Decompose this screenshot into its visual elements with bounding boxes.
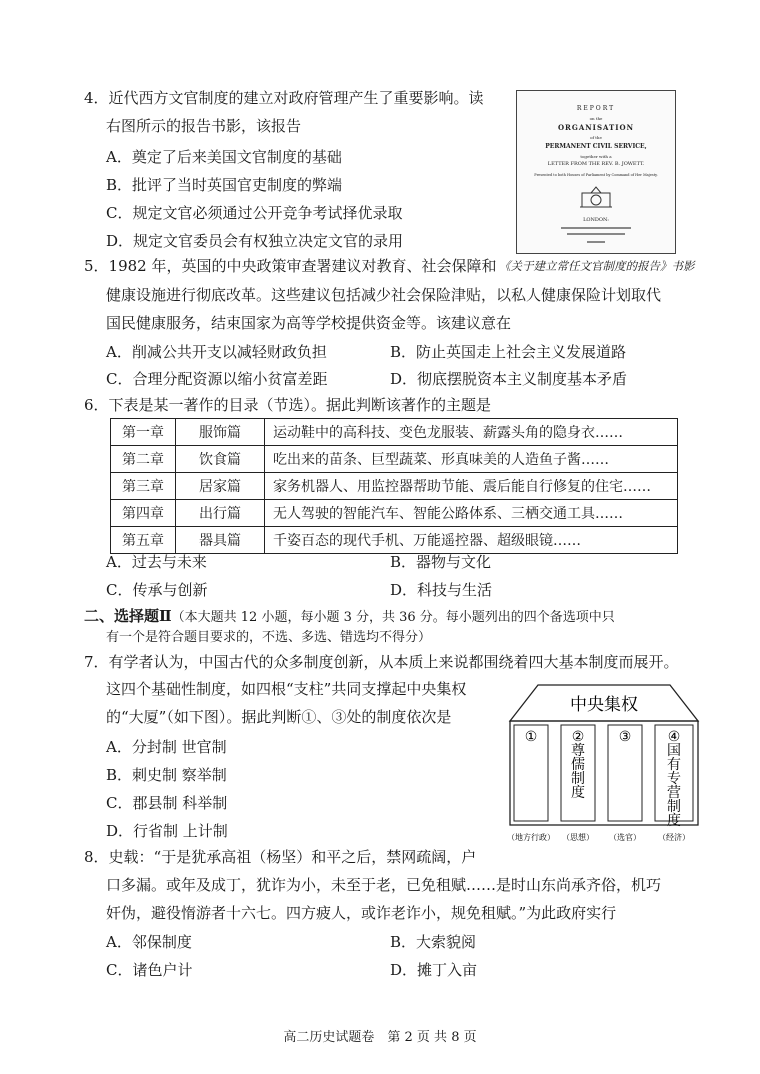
chapter-content: 家务机器人、用监控器帮助节能、震后能自行修复的住宅…… bbox=[265, 473, 678, 500]
q7-stem-line3: 的“大厦”（如下图）。据此判断①、③处的制度依次是 bbox=[106, 708, 452, 726]
q4-option-d[interactable]: D．规定文官委员会有权独立决定文官的录用 bbox=[106, 232, 404, 250]
q8-option-c[interactable]: C．诸色户计 bbox=[106, 961, 193, 979]
chapter-title: 器具篇 bbox=[176, 527, 265, 554]
q4-option-a[interactable]: A．奠定了后来美国文官制度的基础 bbox=[106, 148, 342, 166]
q5-option-b[interactable]: B．防止英国走上社会主义发展道路 bbox=[390, 343, 627, 361]
q8-option-d[interactable]: D．摊丁入亩 bbox=[390, 961, 478, 979]
report-imprint-line bbox=[561, 227, 631, 229]
pillar-label: 尊 bbox=[571, 743, 585, 759]
chapter-content: 千姿百态的现代手机、万能遥控器、超级眼镜…… bbox=[265, 527, 678, 554]
q5-stem-line3: 国民健康服务，结束国家为高等学校提供资金等。该建议意在 bbox=[106, 314, 512, 332]
chapter-number: 第五章 bbox=[111, 527, 176, 554]
section2-title: 二、选择题Ⅱ bbox=[84, 607, 172, 625]
chapter-content: 运动鞋中的高科技、变色龙服装、薪露头角的隐身衣…… bbox=[265, 419, 678, 446]
pillar-label: 度 bbox=[571, 785, 585, 801]
q4-option-c[interactable]: C．规定文官必须通过公开竞争考试择优录取 bbox=[106, 204, 403, 222]
q8-stem-line3: 奸伪，避役惰游者十六七。四方疲人，或诈老诈小，规免租赋。”为此政府实行 bbox=[106, 904, 617, 922]
pillar-label: ② bbox=[571, 729, 585, 745]
report-presented: Presented to both Houses of Parliament by Command of Her Majesty. bbox=[534, 173, 658, 177]
chapter-title: 饮食篇 bbox=[176, 446, 265, 473]
report-on-the: on the bbox=[589, 116, 603, 121]
section2-desc-line2: 有一个是符合题目要求的，不选、多选、错选均不得分） bbox=[106, 630, 432, 645]
pillar-label: 制 bbox=[667, 799, 681, 815]
pillar-label: 儒 bbox=[571, 757, 585, 773]
page-footer: 高二历史试题卷 第 2 页 共 8 页 bbox=[283, 1030, 477, 1045]
pillar-label: ③ bbox=[618, 729, 632, 745]
q8-option-b[interactable]: B．大索貌阅 bbox=[390, 933, 477, 951]
q4-stem-line1: 4．近代西方文官制度的建立对政府管理产生了重要影响。读 bbox=[84, 89, 484, 107]
section2-desc-line1: （本大题共 12 小题，每小题 3 分，共 36 分。每小题列出的四个备选项中只 bbox=[171, 610, 615, 625]
chapter-number: 第四章 bbox=[111, 500, 176, 527]
chapter-title: 服饰篇 bbox=[176, 419, 265, 446]
section2-header bbox=[84, 606, 615, 628]
report-organisation: ORGANISATION bbox=[557, 123, 635, 132]
pillar-base-label: （经济） bbox=[658, 833, 690, 842]
report-caption: 《关于建立常任文官制度的报告》书影 bbox=[499, 259, 695, 273]
chapter-number: 第三章 bbox=[111, 473, 176, 500]
report-cover-image bbox=[516, 90, 676, 254]
chapter-number: 第二章 bbox=[111, 446, 176, 473]
q7-option-a[interactable]: A．分封制 世官制 bbox=[106, 738, 227, 756]
q6-option-c[interactable]: C．传承与创新 bbox=[106, 581, 208, 599]
chapter-title: 居家篇 bbox=[176, 473, 265, 500]
q8-stem-line2: 口多漏。或年及成丁，犹诈为小，未至于老，已免租赋……是时山东尚承齐俗，机巧 bbox=[106, 876, 662, 894]
pillar-label: 有 bbox=[667, 757, 681, 773]
table-row bbox=[111, 419, 678, 446]
royal-crest-icon bbox=[579, 185, 613, 211]
q4-option-b[interactable]: B．批评了当时英国官吏制度的弊端 bbox=[106, 176, 343, 194]
chapter-content: 无人驾驶的智能汽车、智能公路体系、三栖交通工具…… bbox=[265, 500, 678, 527]
q4-stem-line2: 右图所示的报告书影，该报告 bbox=[106, 117, 302, 135]
report-title: REPORT bbox=[576, 105, 616, 112]
pillar-label: 专 bbox=[667, 771, 681, 787]
q7-stem-line1: 7．有学者认为，中国古代的众多制度创新，从本质上来说都围绕着四大基本制度而展开。 bbox=[84, 653, 679, 671]
report-london: LONDON: bbox=[583, 217, 609, 223]
pillar-base-label: （选官） bbox=[609, 833, 641, 842]
toc-table bbox=[110, 418, 678, 554]
pillar-label: 国 bbox=[667, 743, 681, 759]
report-permanent: PERMANENT CIVIL SERVICE, bbox=[545, 143, 647, 150]
q6-option-b[interactable]: B．器物与文化 bbox=[390, 553, 492, 571]
q5-option-a[interactable]: A．削减公共开支以减轻财政负担 bbox=[106, 343, 327, 361]
q5-option-d[interactable]: D．彻底摆脱资本主义制度基本矛盾 bbox=[390, 370, 628, 388]
pillar-label: ④ bbox=[667, 729, 681, 745]
pillar-label: 制 bbox=[571, 771, 585, 787]
table-row bbox=[111, 473, 678, 500]
q5-option-c[interactable]: C．合理分配资源以缩小贫富差距 bbox=[106, 370, 328, 388]
q7-option-d[interactable]: D．行省制 上计制 bbox=[106, 822, 228, 840]
chapter-number: 第一章 bbox=[111, 419, 176, 446]
table-row bbox=[111, 446, 678, 473]
q8-option-a[interactable]: A．邻保制度 bbox=[106, 933, 192, 951]
q7-option-c[interactable]: C．郡县制 科举制 bbox=[106, 794, 228, 812]
q6-option-a[interactable]: A．过去与未来 bbox=[106, 553, 207, 571]
pillar-base-label: （地方行政） bbox=[507, 833, 555, 842]
pillar-label: 度 bbox=[667, 813, 681, 829]
table-row bbox=[111, 500, 678, 527]
pillar-label: ① bbox=[524, 729, 538, 745]
pillar-label: 营 bbox=[667, 785, 681, 801]
diagram-roof-label: 中央集权 bbox=[570, 695, 638, 715]
q5-stem-line2: 健康设施进行彻底改革。这些建议包括减少社会保险津贴，以私人健康保险计划取代 bbox=[106, 286, 662, 304]
report-together: together with a bbox=[580, 154, 612, 159]
report-letter: LETTER FROM THE REV. B. JOWETT. bbox=[547, 161, 645, 167]
chapter-title: 出行篇 bbox=[176, 500, 265, 527]
q6-stem: 6．下表是某一著作的目录（节选）。据此判断该著作的主题是 bbox=[84, 396, 492, 414]
q8-stem-line1: 8．史载：“于是犹承高祖（杨坚）和平之后，禁网疏阔，户 bbox=[84, 848, 477, 866]
central-power-diagram bbox=[506, 681, 702, 846]
report-imprint-line bbox=[567, 233, 625, 235]
q7-option-b[interactable]: B．刺史制 察举制 bbox=[106, 766, 227, 784]
chapter-content: 吃出来的苗条、巨型蔬菜、形真味美的人造鱼子酱…… bbox=[265, 446, 678, 473]
q5-stem-line1: 5．1982 年，英国的中央政策审查署建议对教育、社会保障和 bbox=[84, 257, 497, 275]
q7-stem-line2: 这四个基础性制度，如四根“支柱”共同支撑起中央集权 bbox=[106, 680, 467, 698]
report-of-the: of the bbox=[590, 135, 602, 140]
pillar-base-label: （思想） bbox=[562, 833, 594, 842]
report-imprint-line bbox=[587, 241, 605, 243]
table-row bbox=[111, 527, 678, 554]
q6-option-d[interactable]: D．科技与生活 bbox=[390, 581, 493, 599]
